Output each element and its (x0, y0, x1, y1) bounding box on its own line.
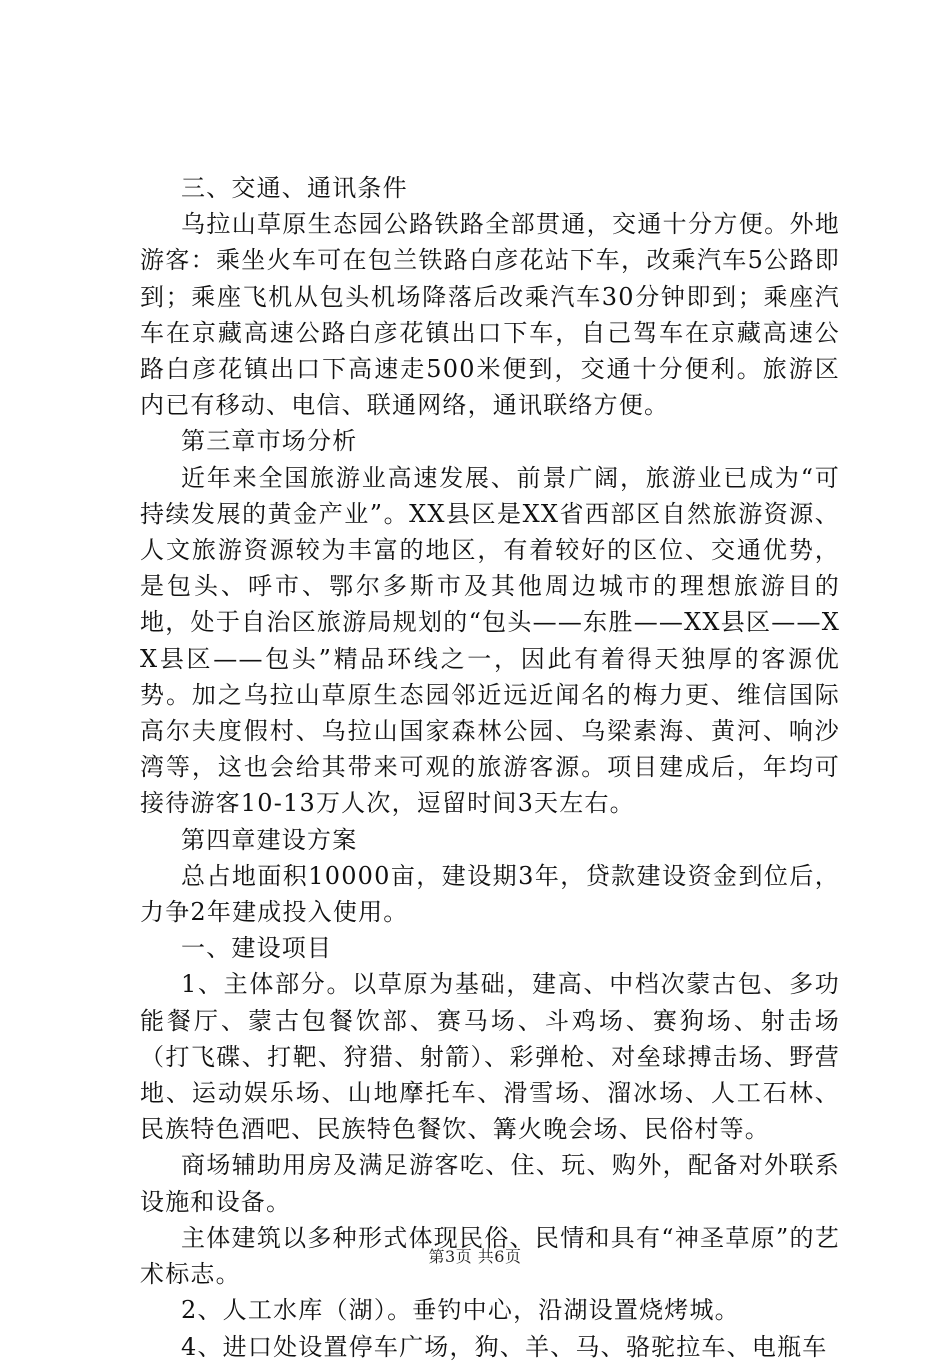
paragraph-main-building: 主体建筑以多种形式体现民俗、民情和具有“神圣草原”的艺术标志。 (140, 1223, 840, 1289)
paragraph-reservoir: 2、人工水库（湖）。垂钓中心，沿湖设置烧烤城。 (181, 1296, 740, 1325)
paragraph-main-part: 1、主体部分。以草原为基础，建高、中档次蒙古包、多功能餐厅、蒙古包餐饮部、赛马场、斗鸡场、赛狗场、射击场（打飞碟、打靶、狩猎、射箭）、彩弹枪、对垒球搏击场、野营地、运动娱乐场、山地摩托车、滑雪场、溜冰场、人工石林、民族特色酒吧、民族特色餐饮、篝火晚会场、民俗村等。 (140, 970, 840, 1144)
chapter-heading-construction: 第四章建设方案 (181, 825, 358, 854)
section-heading-projects: 一、建设项目 (181, 934, 333, 963)
chapter-heading-market: 第三章市场分析 (181, 427, 358, 456)
paragraph-entrance: 4、进口处设置停车广场，狗、羊、马、骆驼拉车、电瓶车 (181, 1332, 828, 1361)
paragraph-transport: 乌拉山草原生态园公路铁路全部贯通，交通十分方便。外地游客：乘坐火车可在包兰铁路白彦花站下车，改乘汽车5公路即到；乘座飞机从包头机场降落后改乘汽车30分钟即到；乘座汽车在京藏高速公路白彦花镇出口下车，自己驾车在京藏高速公路白彦花镇出口下高速走500米便到，交通十分便利。旅游区内已有移动、电信、联通网络，通讯联络方便。 (140, 210, 840, 420)
page-footer: 第3页 共6页 (428, 1247, 522, 1266)
section-heading-transport: 三、交通、通讯条件 (181, 174, 408, 202)
paragraph-construction-scope: 总占地面积10000亩，建设期3年，贷款建设资金到位后，力争2年建成投入使用。 (140, 861, 840, 927)
document-body (140, 170, 840, 1365)
paragraph-auxiliary: 商场辅助用房及满足游客吃、住、玩、购外，配备对外联系设施和设备。 (140, 1151, 840, 1216)
paragraph-market: 近年来全国旅游业高速发展、前景广阔，旅游业已成为“可持续发展的黄金产业”。XX县区是XX省西部区自然旅游资源、人文旅游资源较为丰富的地区，有着较好的区位、交通优势，是包头、呼市、鄂尔多斯市及其他周边城市的理想旅游目的地，处于自治区旅游局规划的“包头——东胜——XX县区——XX县区——包头”精品环线之一，因此有着得天独厚的客源优势。加之乌拉山草原生态园邻近远近闻名的梅力更、维信国际高尔夫度假村、乌拉山国家森林公园、乌梁素海、黄河、响沙湾等，这也会给其带来可观的旅游客源。项目建成后，年均可接待游客10-13万人次，逗留时间3天左右。 (140, 463, 840, 818)
